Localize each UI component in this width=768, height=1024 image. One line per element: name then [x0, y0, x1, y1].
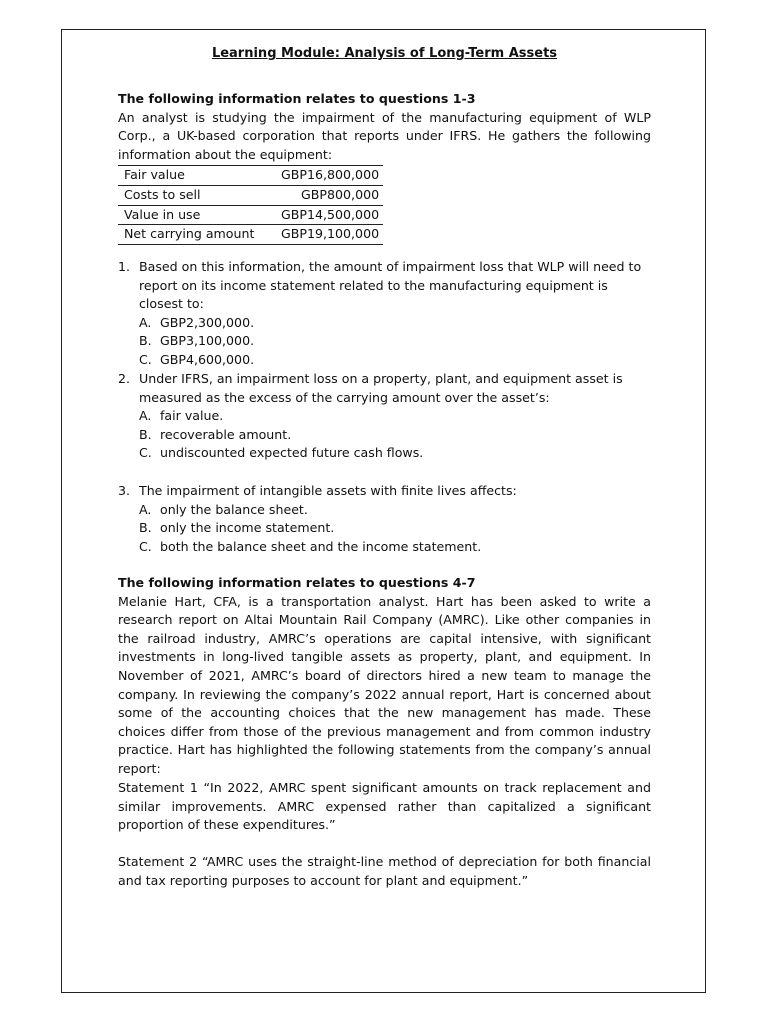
answer-option	[139, 501, 651, 520]
question-stem: Under IFRS, an impairment loss on a property, plant, and equipment asset is measured as the excess of the carrying amount over the asset’s:	[139, 371, 623, 405]
option-text: GBP4,600,000.	[160, 351, 255, 367]
answer-option	[139, 538, 651, 557]
table-cell-value: GBP19,100,000	[275, 225, 383, 245]
option-text: both the balance sheet and the income statement.	[160, 538, 482, 554]
table-cell-value: GBP800,000	[275, 185, 383, 205]
option-text: undiscounted expected future cash flows.	[160, 445, 424, 461]
option-letter: C.	[139, 351, 152, 367]
question-stem: Based on this information, the amount of impairment loss that WLP will need to report on its income statement related to the manufacturing equipment is closest to:	[139, 259, 642, 312]
table-row	[118, 205, 383, 225]
option-letter: A.	[139, 314, 152, 330]
section-2	[118, 574, 651, 779]
statement-1: Statement 1 “In 2022, AMRC spent significant amounts on track replacement and similar improvements. AMRC expensed rather than capitalized a significant proportion of these expenditures.”	[118, 780, 651, 833]
table-row	[118, 225, 383, 245]
question-1	[118, 258, 651, 370]
option-text: GBP2,300,000.	[160, 314, 255, 330]
option-text: fair value.	[160, 408, 224, 424]
answer-option	[139, 407, 651, 426]
answer-option	[139, 444, 651, 463]
question-3	[118, 482, 651, 556]
question-number: 1.	[118, 259, 131, 274]
equipment-table	[118, 165, 383, 244]
option-text: only the income statement.	[160, 520, 335, 536]
section-2-heading: The following information relates to questions 4-7	[118, 575, 476, 590]
question-stem: The impairment of intangible assets with finite lives affects:	[139, 483, 517, 498]
option-text: recoverable amount.	[160, 426, 292, 442]
answer-option	[139, 351, 651, 370]
question-2	[118, 370, 651, 463]
answer-option	[139, 519, 651, 538]
option-letter: A.	[139, 501, 152, 517]
answer-option	[139, 332, 651, 351]
table-cell-value: GBP16,800,000	[275, 166, 383, 186]
option-letter: C.	[139, 538, 152, 554]
option-letter: C.	[139, 445, 152, 461]
module-title: Learning Module: Analysis of Long-Term Assets	[211, 46, 558, 61]
option-text: GBP3,100,000.	[160, 333, 255, 349]
table-cell-value: GBP14,500,000	[275, 205, 383, 225]
option-letter: A.	[139, 408, 152, 424]
option-letter: B.	[139, 426, 152, 442]
table-cell-label: Net carrying amount	[118, 225, 275, 245]
table-cell-label: Costs to sell	[118, 185, 275, 205]
table-cell-label: Fair value	[118, 166, 275, 186]
question-number: 2.	[118, 371, 131, 386]
statement-2: Statement 2 “AMRC uses the straight-line method of depreciation for both financial and tax reporting purposes to account for plant and equipment.”	[118, 854, 651, 888]
option-letter: B.	[139, 333, 152, 349]
table-row	[118, 166, 383, 186]
table-cell-label: Value in use	[118, 205, 275, 225]
answer-option	[139, 426, 651, 445]
section-2-intro: Melanie Hart, CFA, is a transportation analyst. Hart has been asked to write a research report on Altai Mountain Rail Company (AMRC). Like other companies in the railroad industry, AMRC’s operations are capital intensive, with significant investments in long-lived tangible assets as property, plant, and equipment. In November of 2021, AMRC’s board of directors hired a new team to manage the company. In reviewing the company’s 2022 annual report, Hart is concerned about some of the accounting choices that the new management has made. These choices differ from those of the previous management and from common industry practice. Hart has highlighted the following statements from the company’s annual report:	[118, 593, 651, 776]
answer-option	[139, 314, 651, 333]
question-number: 3.	[118, 483, 131, 498]
section-1-intro: An analyst is studying the impairment of the manufacturing equipment of WLP Corp., a UK-based corporation that reports under IFRS. He gathers the following information about the equipment:	[118, 109, 651, 162]
option-text: only the balance sheet.	[160, 501, 308, 517]
option-letter: B.	[139, 520, 152, 536]
table-row	[118, 185, 383, 205]
document-page	[61, 29, 706, 993]
section-1-heading: The following information relates to questions 1-3	[118, 91, 476, 106]
section-1	[118, 90, 651, 245]
